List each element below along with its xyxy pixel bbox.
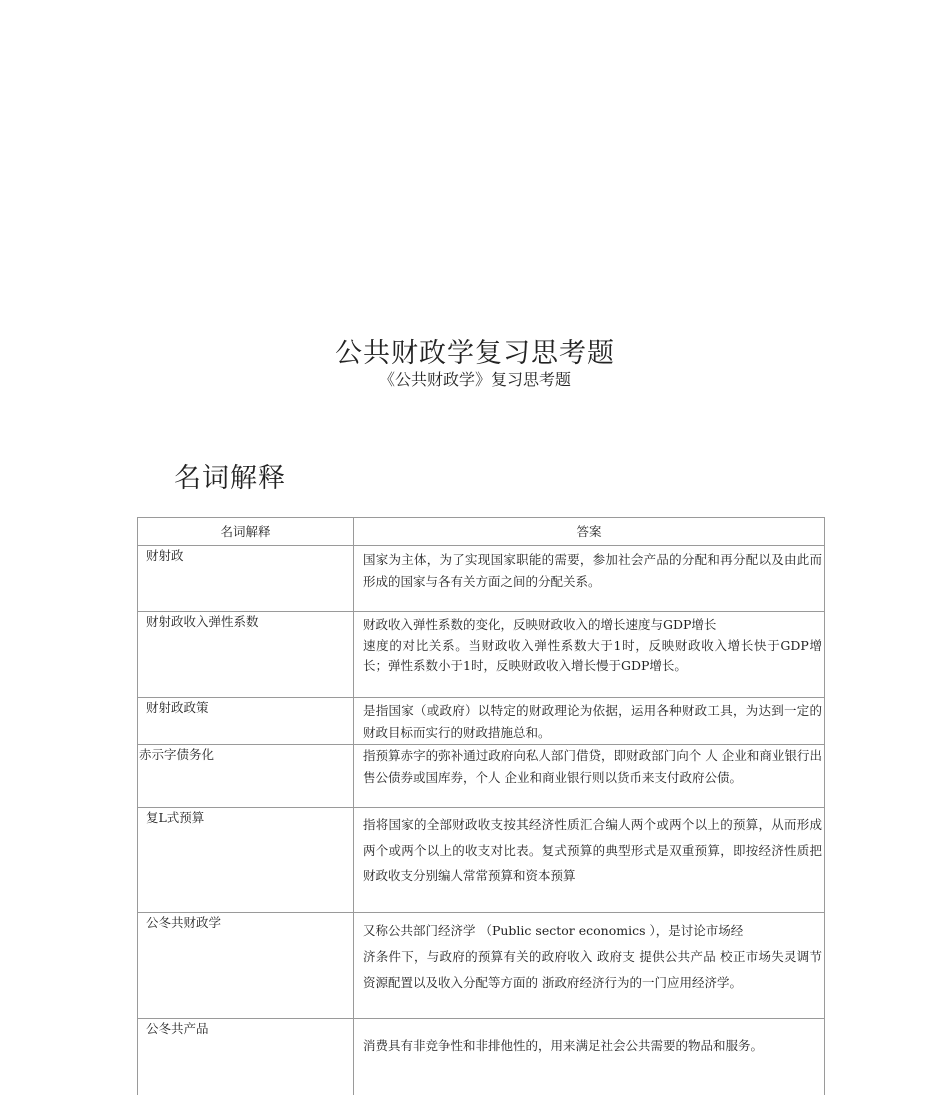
table-header-row: [138, 518, 825, 546]
document-title: 公共财政学复习思考题: [0, 337, 950, 371]
answer-cell: 指将国家的全部财政收支按其经济性质汇合编人两个或两个以上的预算，从而形成两个或两个以上的收支对比表。复式预算的典型形式是双重预算，即按经济性质把财政收支分别编人常常预算和资本预算: [354, 808, 825, 913]
answer-cell: [354, 612, 825, 698]
table-row: [138, 1019, 825, 1095]
term-cell: 财射政政策: [138, 698, 354, 745]
answer-cell: 指预算赤字的弥补通过政府向私人部门借贷，即财政部门向个 人 企业和商业银行出售公债券或国库券，个人 企业和商业银行则以货币来支付政府公债。: [354, 745, 825, 808]
table-row: [138, 913, 825, 1019]
term-cell: 财射政收入弹性系数: [138, 612, 354, 698]
header-term: 名词解释: [138, 518, 354, 546]
answer-line: 又称公共部门经济学 （Public sector economics ），是讨论市场经: [363, 918, 822, 944]
answer-cell: [354, 913, 825, 1019]
section-heading: 名词解释: [174, 462, 286, 496]
answer-cell: 是指国家（或政府）以特定的财政理论为依据，运用各种财政工具，为达到一定的财政目标而实行的财政措施总和。: [354, 698, 825, 745]
term-cell: 公冬共财政学: [138, 913, 354, 1019]
answer-line: 财政收入弹性系数的变化，反映财政收入的增长速度与GDP增长: [363, 615, 822, 636]
term-cell: 复L式预算: [138, 808, 354, 913]
term-cell: 公冬共产品: [138, 1019, 354, 1095]
header-answer: 答案: [354, 518, 825, 546]
answer-line: 速度的对比关系。当财政收入弹性系数大于1时，反映财政收入增长快于GDP增长；弹性系数小于1时，反映财政收入增长慢于GDP增长。: [363, 636, 822, 677]
table-row: [138, 698, 825, 745]
table-row: [138, 612, 825, 698]
answer-cell: 国家为主体，为了实现国家职能的需要，参加社会产品的分配和再分配以及由此而形成的国家与各有关方面之间的分配关系。: [354, 546, 825, 612]
table-row: [138, 745, 825, 808]
table-row: [138, 808, 825, 913]
terms-table: [137, 517, 825, 1095]
term-cell: 财射政: [138, 546, 354, 612]
answer-cell: 消费具有非竞争性和非排他性的，用来满足社会公共需要的物品和服务。: [354, 1019, 825, 1095]
answer-line: 济条件下，与政府的预算有关的政府收入 政府支 提供公共产品 校正市场失灵调节资源配置以及收入分配等方面的 浙政府经济行为的一门应用经济学。: [363, 944, 822, 996]
table-row: [138, 546, 825, 612]
document-subtitle: 《公共财政学》复习思考题: [0, 370, 950, 390]
term-cell: 赤示字债务化: [138, 745, 354, 808]
